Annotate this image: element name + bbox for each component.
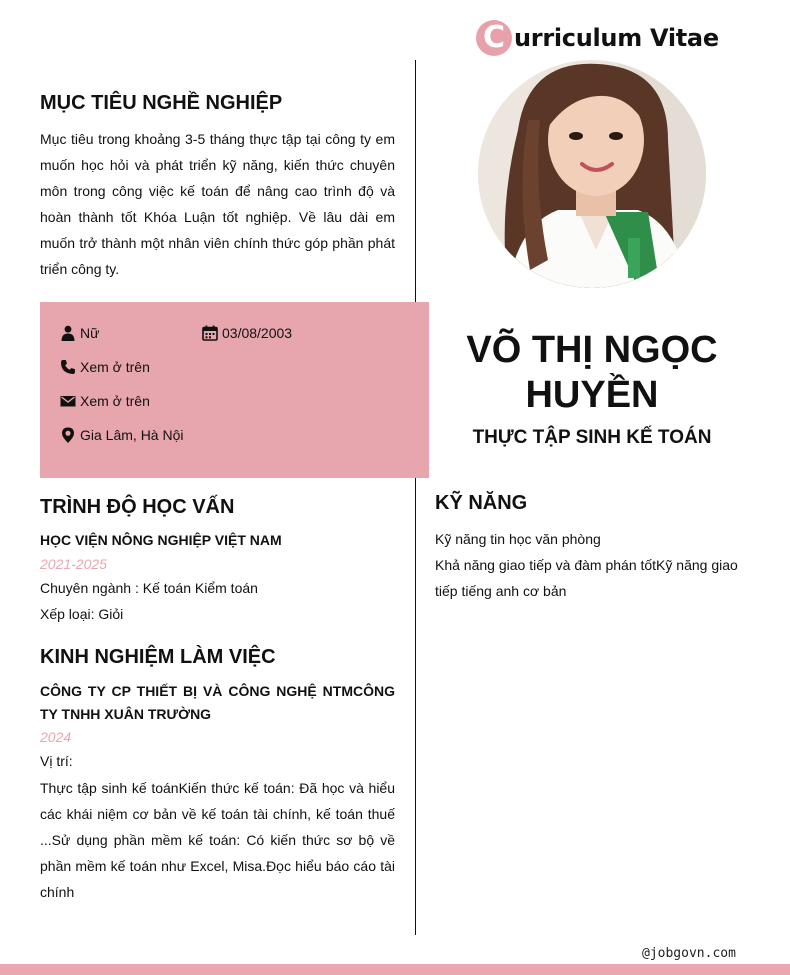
- calendar-icon: [202, 325, 218, 341]
- objective-text: Mục tiêu trong khoảng 3-5 tháng thực tập tại công ty em muốn học hỏi và phát triển kỹ năng, kiến thức chuyên môn trong công việc kế toán để nâng cao trình độ và hoàn thành tốt Khóa Luận tốt nghiệp. Về lâu dài em muốn trở thành một nhân viên chính thức góp phần phát triển công ty.: [40, 131, 395, 277]
- watermark: @jobgovn.com: [642, 946, 736, 961]
- education-school: HỌC VIỆN NÔNG NGHIỆP VIỆT NAM: [40, 532, 282, 548]
- skills-list: [435, 526, 755, 604]
- experience-position-label: Vị trí:: [40, 753, 73, 769]
- cv-logo: [476, 16, 719, 60]
- experience-heading: KINH NGHIỆM LÀM VIỆC: [40, 646, 276, 668]
- contact-gender: [60, 325, 99, 341]
- experience-year: 2024: [40, 729, 72, 745]
- education-years: 2021-2025: [40, 556, 107, 572]
- address-value: Gia Lâm, Hà Nội: [80, 427, 184, 443]
- candidate-name: VÕ THỊ NGỌC HUYỀN: [466, 329, 718, 416]
- logo-circle-letter: C: [476, 20, 512, 56]
- footer-bar: [0, 964, 790, 975]
- column-divider: [415, 60, 416, 935]
- profile-photo-illustration: [478, 60, 706, 288]
- candidate-job-title: THỰC TẬP SINH KẾ TOÁN: [472, 427, 712, 448]
- education-rank: Xếp loại: Giỏi: [40, 606, 124, 622]
- contact-address: [60, 427, 183, 443]
- location-pin-icon: [60, 427, 76, 443]
- mail-icon: [60, 393, 76, 409]
- objective-heading: MỤC TIÊU NGHỀ NGHIỆP: [40, 92, 283, 114]
- person-icon: [60, 325, 76, 341]
- contact-box: [40, 302, 429, 478]
- skills-heading: KỸ NĂNG: [435, 492, 528, 514]
- profile-photo: [478, 60, 706, 288]
- contact-birthdate: [202, 325, 292, 341]
- phone-icon: [60, 359, 76, 375]
- experience-company: CÔNG TY CP THIẾT BỊ VÀ CÔNG NGHỆ NTMCÔNG TY TNHH XUÂN TRƯỜNG: [40, 683, 395, 722]
- experience-description: Thực tập sinh kế toánKiến thức kế toán: Đã học và hiểu các khái niệm cơ bản về kế toán tài chính, kế toán thuế ...Sử dụng phần mềm kế toán: Có kiến thức sơ bộ về phần mềm kế toán như Excel, Misa.Đọc hiểu báo cáo tài chính: [40, 780, 395, 900]
- skill-item: Kỹ năng tin học văn phòng: [435, 531, 601, 547]
- education-heading: TRÌNH ĐỘ HỌC VẤN: [40, 496, 235, 518]
- phone-value: Xem ở trên: [80, 359, 150, 375]
- contact-phone: [60, 359, 150, 375]
- contact-email: [60, 393, 150, 409]
- gender-value: Nữ: [80, 325, 100, 341]
- birthdate-value: 03/08/2003: [222, 325, 293, 341]
- education-major: Chuyên ngành : Kế toán Kiểm toán: [40, 580, 258, 596]
- logo-text: urriculum Vitae: [514, 24, 719, 52]
- email-value: Xem ở trên: [80, 393, 150, 409]
- skill-item: Khả năng giao tiếp và đàm phán tốtKỹ năng giao tiếp tiếng anh cơ bản: [435, 557, 738, 599]
